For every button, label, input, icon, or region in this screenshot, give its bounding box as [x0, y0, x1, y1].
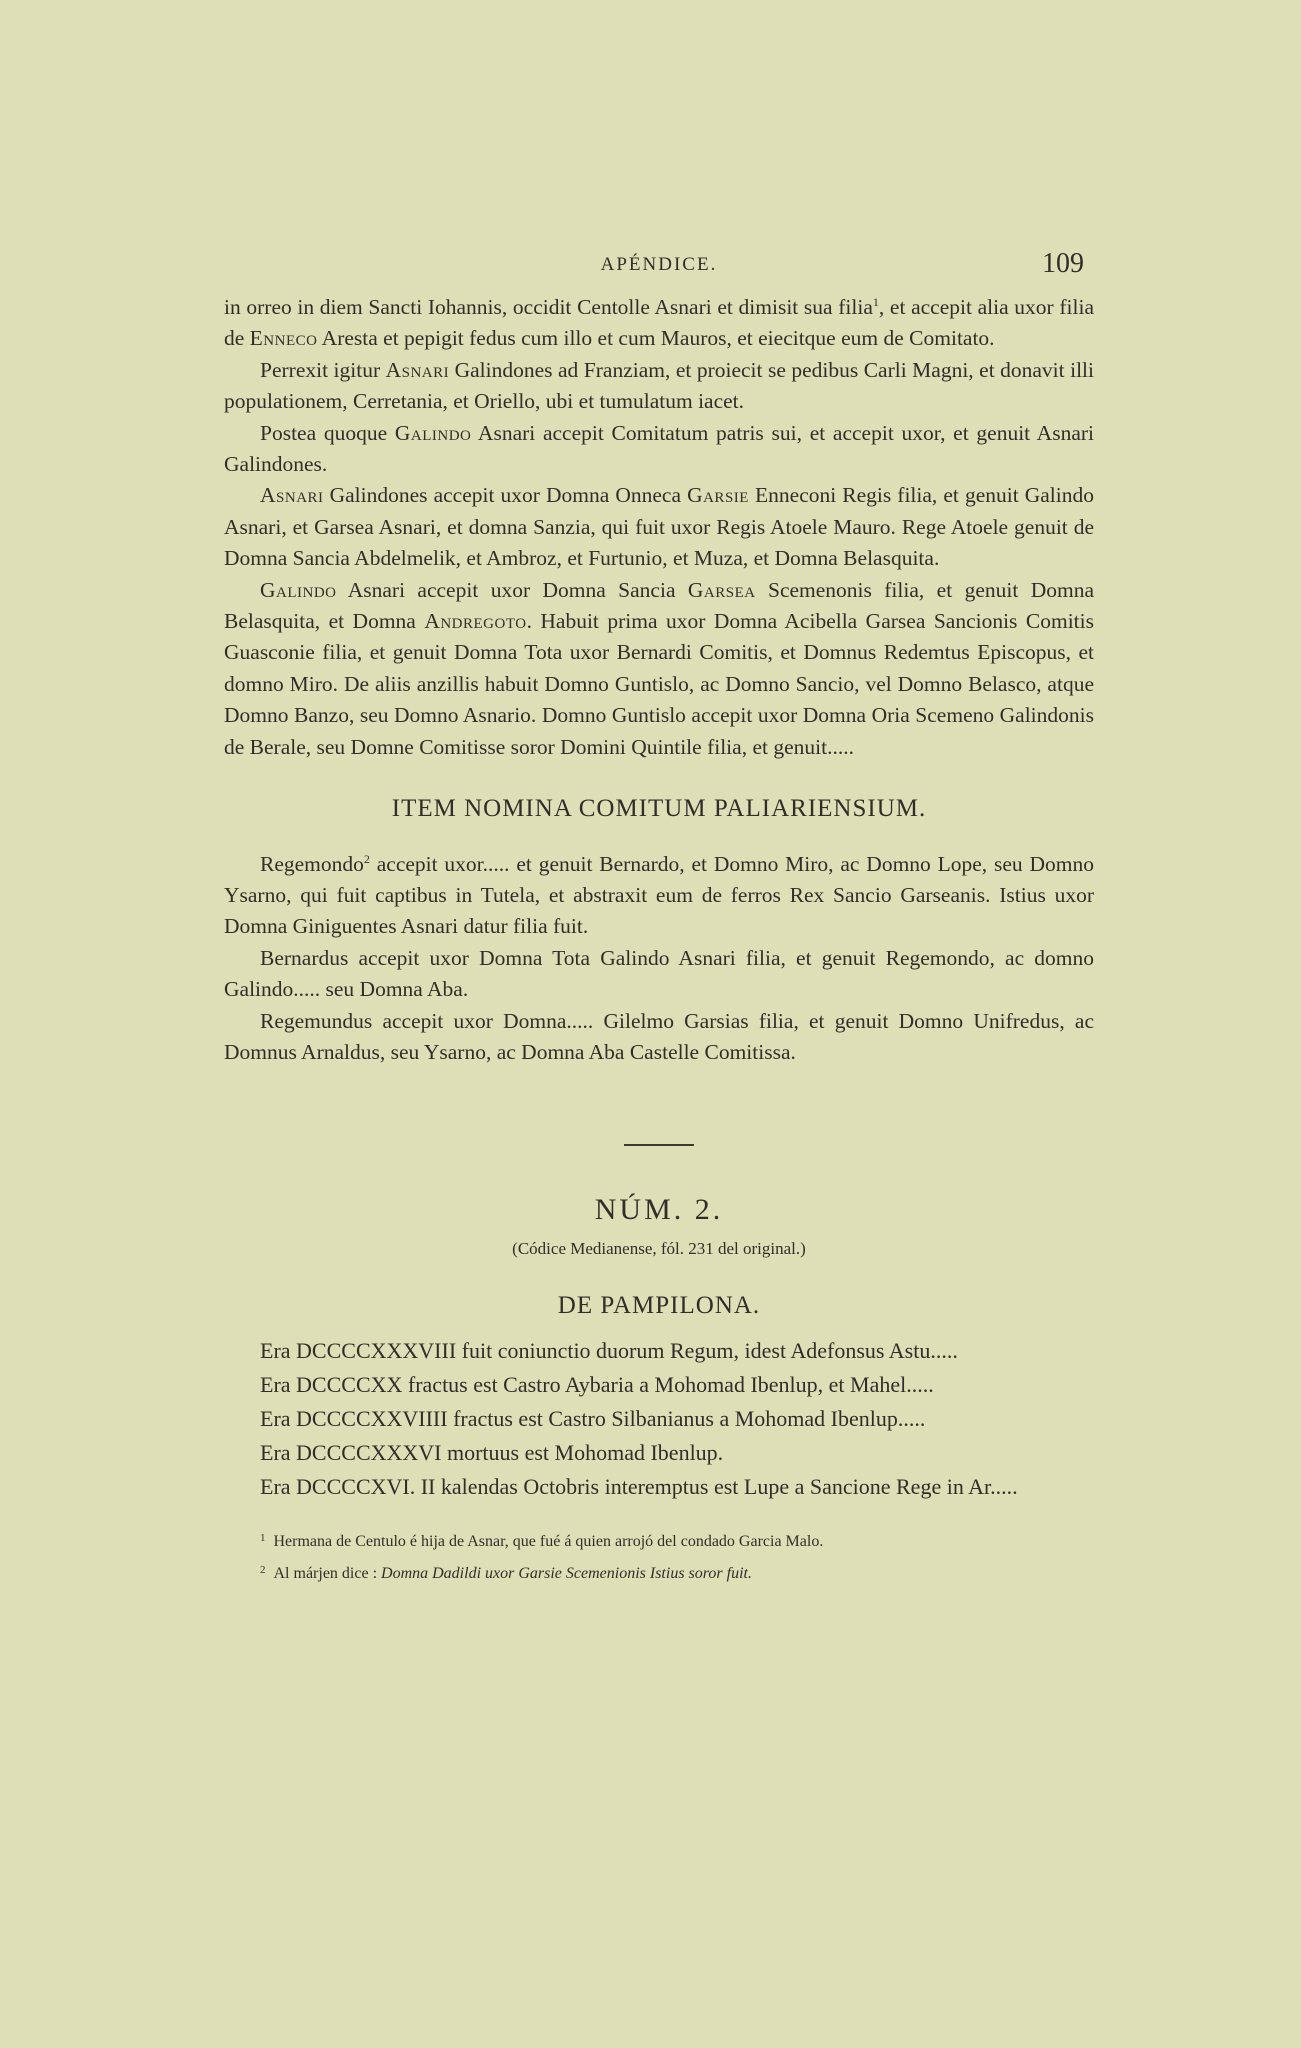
body-text	[224, 292, 1094, 1588]
p1-text-c: Aresta et pepigit fedus cum illo et cum Mauros, et eiecitque eum de Comitato.	[317, 326, 995, 351]
page-number: 109	[1042, 248, 1084, 279]
footnote-1-text: Hermana de Centulo é hija de Asnar, que fué á quien arrojó del condado Garcia Malo.	[273, 1532, 824, 1550]
p4-text-b: Enneconi Regis filia, et genuit Galindo Asnari, et Garsea Asnari, et domna Sanzia, qui fuit uxor Regis Atoele Mauro. Rege Atoele genuit de Domna Sancia Abdelmelik, et Ambroz, et Furtunio, et Muza, et Domna Belasquita.	[224, 483, 1095, 571]
p6-text-a: Regemondo	[260, 851, 364, 876]
footnote-2	[260, 1556, 1094, 1588]
era-entry: Era DCCCCXXXVIII fuit coniunctio duorum Regum, idest Adefonsus Astu.....	[260, 1337, 958, 1363]
p4-smallcaps-name-2: Garsie	[687, 483, 749, 508]
source-citation: (Códice Medianense, fól. 231 del original.)	[512, 1239, 806, 1259]
p5-smallcaps-name-2: Garsea	[687, 577, 756, 602]
section-divider	[624, 1144, 694, 1146]
p4-smallcaps-name-1: Asnari	[260, 483, 324, 508]
era-entries	[224, 1334, 1094, 1504]
paragraph-2	[224, 355, 1094, 418]
footnote-mark-1: 1	[260, 1531, 266, 1544]
era-entry: Era DCCCCXVI. II kalendas Octobris interemptus est Lupe a Sancione Rege in Ar.....	[260, 1473, 1018, 1499]
era-entry: Era DCCCCXXVIIII fractus est Castro Silbanianus a Mohomad Ibenlup.....	[260, 1405, 926, 1431]
footnote-ref-1: 1	[872, 295, 879, 309]
paragraph-7: Bernardus accepit uxor Domna Tota Galindo Asnari filia, et genuit Regemondo, ac domno Galindo..... seu Domna Aba.	[224, 945, 1094, 1002]
footnote-2-italic: Domna Dadildi uxor Garsie Scemenionis Istius soror fuit.	[381, 1564, 752, 1582]
p3-smallcaps-name: Galindo	[394, 420, 472, 445]
footnote-2-lead: Al márjen dice :	[273, 1564, 382, 1582]
era-entry: Era DCCCCXXXVI mortuus est Mohomad Ibenlup.	[260, 1439, 724, 1465]
page-header	[224, 248, 1094, 288]
p5-text-c: . Habuit prima uxor Domna Acibella Garsea Sancionis Comitis Guasconie filia, et genuit Domna Tota uxor Bernardi Comitis, et Domnus Redemtus Episcopus, et domno Miro. De aliis anzillis habuit Domno Guntislo, ac Domno Sancio, vel Domno Belasco, atque Domno Banzo, seu Domno Asnario. Domno Guntislo accepit uxor Domna Oria Scemeno Galindonis de Berale, seu Domne Comitisse soror Domini Quintile filia, et genuit.....	[224, 609, 1094, 759]
footnotes	[224, 1524, 1094, 1588]
p5-smallcaps-name-1: Galindo	[260, 577, 337, 602]
paragraph-8: Regemundus accepit uxor Domna..... Gilelmo Garsias filia, et genuit Domno Unifredus, ac Domnus Arnaldus, seu Ysarno, ac Domna Aba Castelle Comitissa.	[224, 1008, 1094, 1064]
p3-text-a: Postea quoque	[260, 420, 395, 445]
p5-text-a: Asnari accepit uxor Domna Sancia	[336, 577, 688, 602]
paragraph-6	[224, 849, 1094, 943]
footnote-mark-2: 2	[260, 1563, 266, 1576]
p3-text-b: Asnari accepit Comitatum patris sui, et accepit uxor, et genuit Asnari Galindones.	[224, 420, 1094, 477]
p5-text-b: Scemenonis filia, et genuit Domna Belasquita, et Domna	[224, 577, 1094, 634]
p4-text-a: Galindones accepit uxor Domna Onneca	[323, 483, 688, 508]
p1-text-b: , et accepit alia uxor filia de	[224, 295, 1094, 351]
p1-smallcaps-name: Enneco	[249, 326, 318, 351]
paragraph-3	[224, 418, 1094, 481]
p2-smallcaps-name: Asnari	[385, 357, 450, 382]
p6-text-b: accepit uxor..... et genuit Bernardo, et Domno Miro, ac Domno Lope, seu Domno Ysarno, qui fuit captibus in Tutela, et abstraxit eum de ferros Rex Sancio Garseanis. Istius uxor Domna Giniguentes Asnari datur filia fuit.	[224, 851, 1094, 939]
p5-smallcaps-name-3: Andregoto	[424, 609, 527, 634]
paragraph-5	[224, 575, 1094, 763]
p1-text-a: in orreo in diem Sancti Iohannis, occidit Centolle Asnari et dimisit sua filia	[224, 295, 873, 319]
p2-text-b: Galindones ad Franziam, et proiecit se pedibus Carli Magni, et donavit illi populationem, Cerretania, et Oriello, ubi et tumulatum iacet.	[224, 357, 1095, 414]
footnote-1	[260, 1524, 1094, 1556]
footnote-ref-2: 2	[363, 851, 370, 866]
section-heading-pampilona: DE PAMPILONA.	[557, 1292, 761, 1320]
paragraph-1	[224, 292, 1094, 355]
section-heading-paliariensium: ITEM NOMINA COMITUM PALIARIENSIUM.	[391, 795, 927, 823]
p2-text-a: Perrexit igitur	[260, 357, 386, 382]
document-number-heading: NÚM. 2.	[594, 1193, 724, 1227]
running-title: APÉNDICE.	[600, 254, 718, 275]
era-entry: Era DCCCCXX fractus est Castro Aybaria a Mohomad Ibenlup, et Mahel.....	[260, 1371, 934, 1397]
paragraph-4	[224, 480, 1094, 574]
